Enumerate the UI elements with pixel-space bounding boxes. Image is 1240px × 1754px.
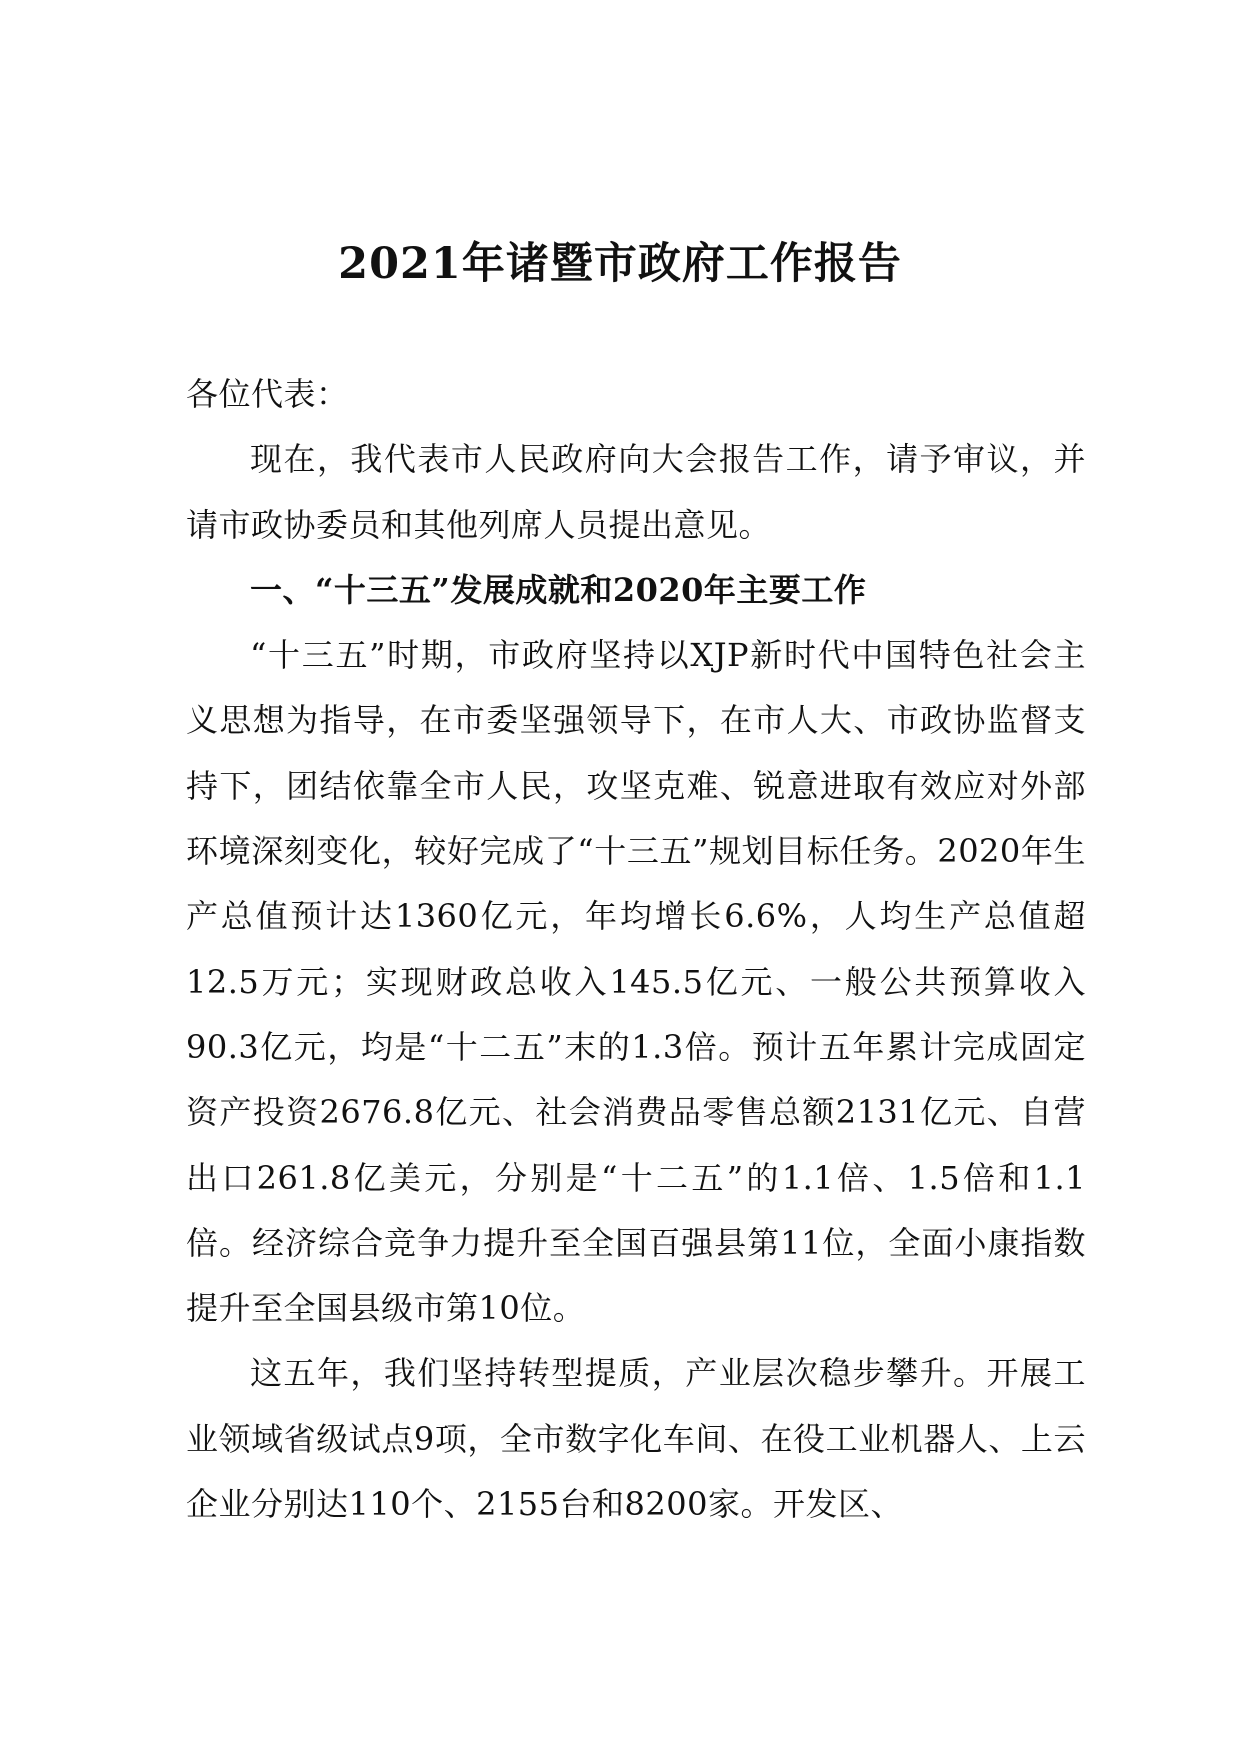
intro-paragraph: 现在，我代表市人民政府向大会报告工作，请予审议，并请市政协委员和其他列席人员提出意见。: [186, 440, 1086, 544]
industry-paragraph: 这五年，我们坚持转型提质，产业层次稳步攀升。开展工业领域省级试点9项，全市数字化车间、在役工业机器人、上云企业分别达110个、2155台和8200家。开发区、: [186, 1354, 1086, 1524]
achievements-paragraph: “十三五”时期，市政府坚持以XJP新时代中国特色社会主义思想为指导，在市委坚强领导下，在市人大、市政协监督支持下，团结依靠全市人民，攻坚克难、锐意进取有效应对外部环境深刻变化，较好完成了“十三五”规划目标任务。2020年生产总值预计达1360亿元，年均增长6.6%，人均生产总值超12.5万元；实现财政总收入145.5亿元、一般公共预算收入90.3亿元，均是“十二五”末的1.3倍。预计五年累计完成固定资产投资2676.8亿元、社会消费品零售总额2131亿元、自营出口261.8亿美元，分别是“十二五”的1.1倍、1.5倍和1.1倍。经济综合竞争力提升至全国百强县第11位，全面小康指数提升至全国县级市第10位。: [186, 636, 1086, 1328]
document-body: [186, 362, 1086, 1537]
salutation: 各位代表：: [186, 375, 349, 413]
document-title: 2021年诸暨市政府工作报告: [338, 239, 902, 289]
section-heading: 一、“十三五”发展成就和2020年主要工作: [250, 570, 867, 609]
